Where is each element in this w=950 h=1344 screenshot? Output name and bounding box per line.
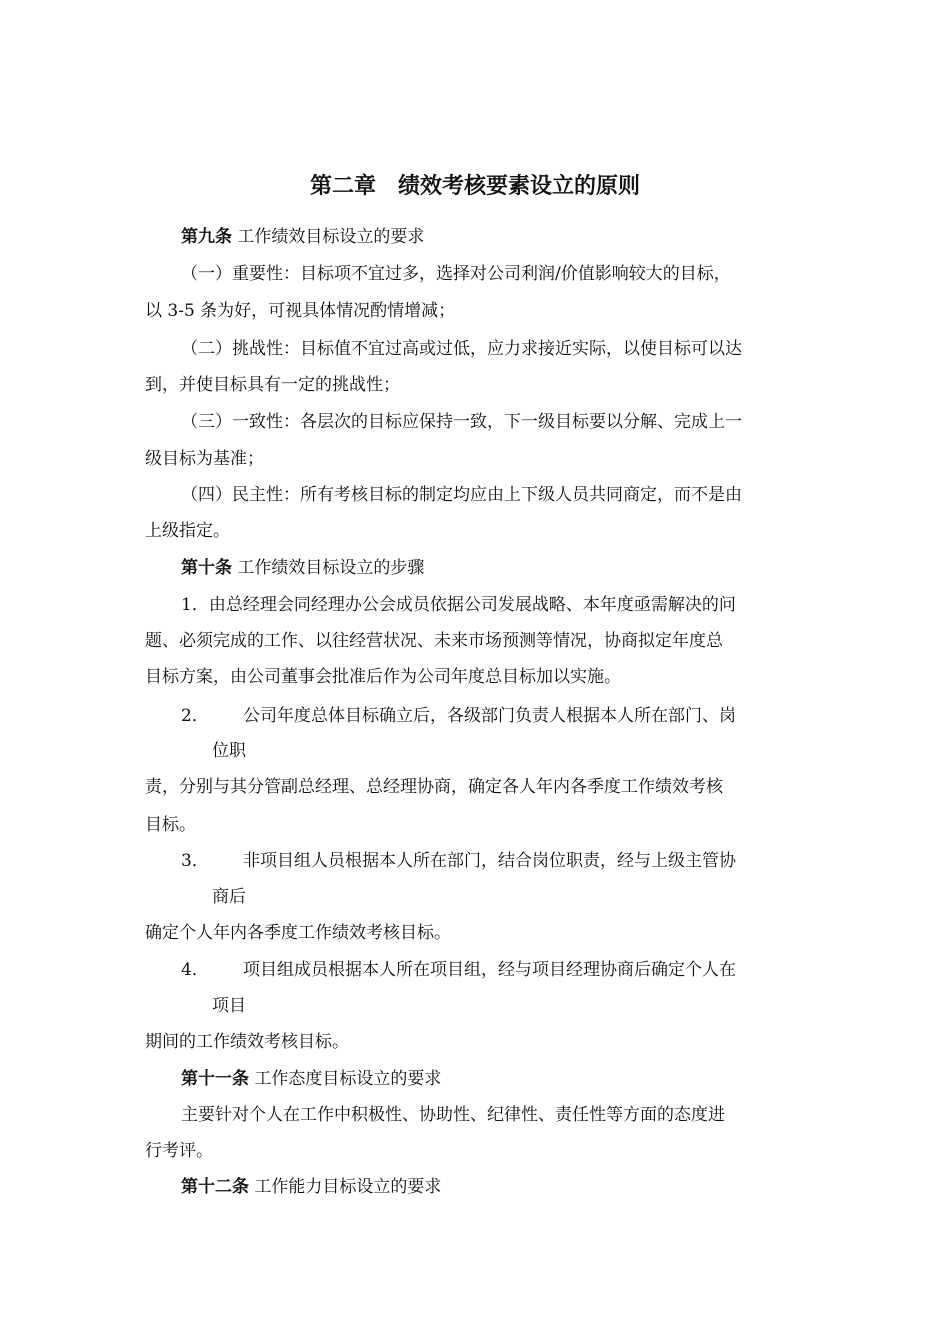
article-12-heading: 工作能力目标设立的要求 [254, 1177, 442, 1197]
step-3-text: 非项目组人员根据本人所在部门，结合岗位职责，经与上级主管协 [243, 851, 736, 871]
article-9-heading-line [181, 224, 424, 250]
article-11-body-line-1: 主要针对个人在工作中积极性、协助性、纪律性、责任性等方面的态度进 [181, 1105, 725, 1125]
article-11-body-line-2: 行考评。 [145, 1141, 213, 1161]
article-10-heading-line [181, 555, 424, 581]
step-4-number: 4． [181, 960, 209, 980]
article-12-label: 第十二条 [181, 1177, 249, 1197]
article-9-item-2-line-2: 到，并使目标具有一定的挑战性； [145, 375, 400, 395]
article-9-item-3-line-1: （三）一致性：各层次的目标应保持一致，下一级目标要以分解、完成上一 [181, 412, 742, 432]
article-10-label: 第十条 [181, 558, 232, 578]
article-10-step-3-line-2: 商后 [212, 887, 246, 907]
article-10-step-4-line-2: 项目 [212, 996, 246, 1016]
article-9-item-3-line-2: 级目标为基准； [145, 449, 264, 469]
article-9-item-1-line-2: 以 3-5 条为好，可视具体情况酌情增减； [145, 301, 456, 321]
article-10-heading: 工作绩效目标设立的步骤 [237, 558, 425, 578]
article-10-step-2-line-1 [181, 703, 736, 729]
step-4-text: 项目组成员根据本人所在项目组，经与项目经理协商后确定个人在 [243, 960, 736, 980]
article-10-step-1-line-2: 题、必须完成的工作、以往经营状况、未来市场预测等情况，协商拟定年度总 [145, 631, 723, 651]
article-10-step-1-line-3: 目标方案，由公司董事会批准后作为公司年度总目标加以实施。 [145, 667, 621, 687]
article-10-step-3-line-1 [181, 848, 736, 874]
step-2-number: 2． [181, 706, 209, 726]
article-9-label: 第九条 [181, 227, 232, 247]
article-9-item-1-line-1: （一）重要性：目标项不宜过多，选择对公司利润/价值影响较大的目标， [181, 264, 731, 284]
article-10-step-3-line-3: 确定个人年内各季度工作绩效考核目标。 [145, 923, 451, 943]
article-10-step-4-line-3: 期间的工作绩效考核目标。 [145, 1032, 349, 1052]
step-3-number: 3． [181, 851, 209, 871]
article-10-step-2-line-3: 责，分别与其分管副总经理、总经理协商，确定各人年内各季度工作绩效考核 [145, 777, 723, 797]
article-9-item-4-line-2: 上级指定。 [145, 521, 230, 541]
chapter-title: 第二章 绩效考核要素设立的原则 [309, 174, 640, 199]
article-10-step-2-line-4: 目标。 [145, 815, 196, 835]
article-11-label: 第十一条 [181, 1069, 249, 1089]
article-9-heading: 工作绩效目标设立的要求 [237, 227, 425, 247]
article-10-step-1-line-1: 1．由总经理会同经理办公会成员依据公司发展战略、本年度亟需解决的问 [181, 595, 736, 615]
article-9-item-4-line-1: （四）民主性：所有考核目标的制定均应由上下级人员共同商定，而不是由 [181, 485, 742, 505]
article-10-step-2-line-2: 位职 [212, 741, 246, 761]
article-11-heading: 工作态度目标设立的要求 [254, 1069, 442, 1089]
article-10-step-4-line-1 [181, 957, 736, 983]
article-11-heading-line [181, 1066, 441, 1092]
article-12-heading-line [181, 1174, 441, 1200]
step-2-text: 公司年度总体目标确立后，各级部门负责人根据本人所在部门、岗 [243, 706, 736, 726]
article-9-item-2-line-1: （二）挑战性：目标值不宜过高或过低，应力求接近实际，以使目标可以达 [181, 339, 742, 359]
